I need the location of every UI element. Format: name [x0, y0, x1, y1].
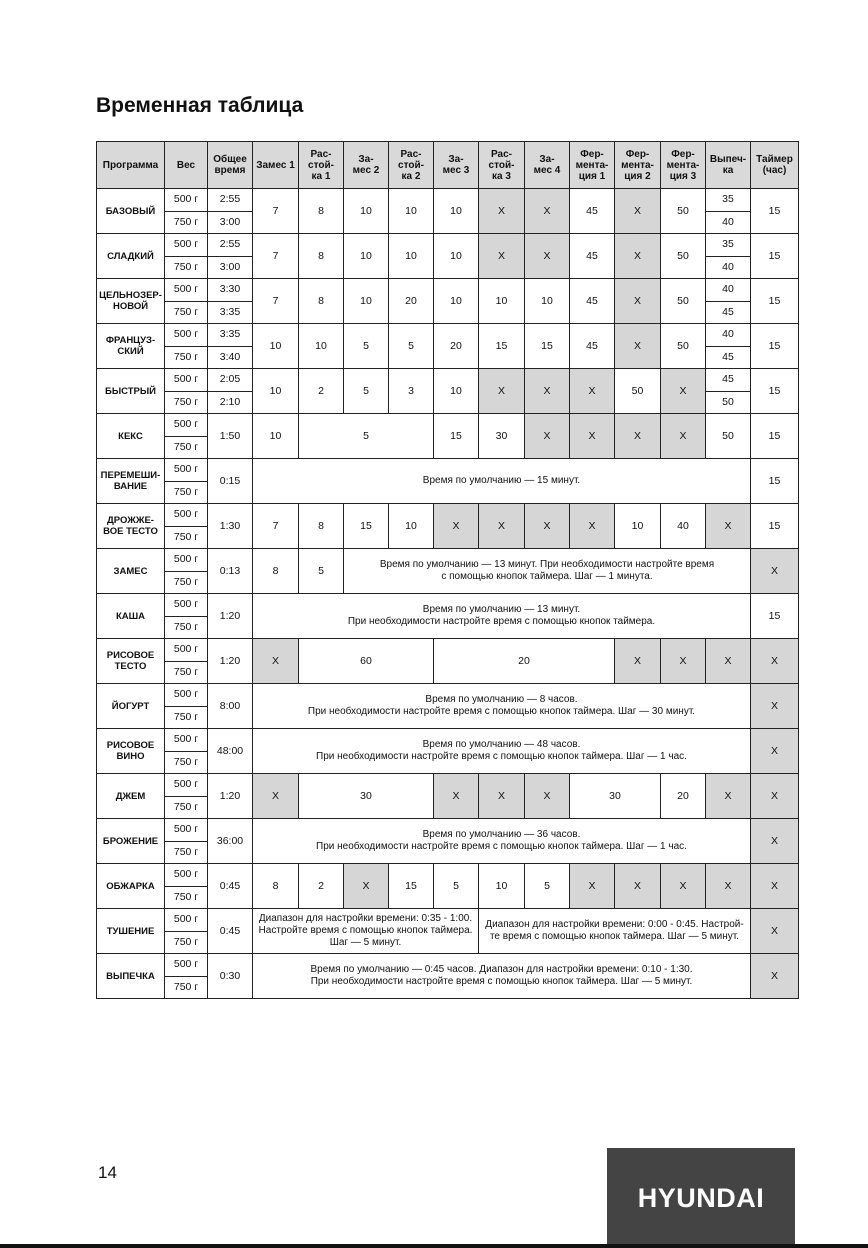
table-row	[97, 234, 799, 257]
cell: 8	[299, 189, 344, 234]
table-row	[97, 414, 799, 437]
cell: 8	[253, 549, 299, 594]
note-line: Время по умолчанию — 13 минут.	[422, 604, 581, 615]
cell: 30	[299, 774, 434, 819]
cell: 10	[389, 234, 434, 279]
weight-cell: 750 г	[165, 346, 208, 369]
cell: X	[751, 909, 799, 954]
cell: X	[570, 414, 615, 459]
cell: 10	[434, 369, 479, 414]
program-name: БАЗОВЫЙ	[97, 189, 165, 234]
cell: 40	[706, 256, 751, 279]
note-cell	[253, 729, 751, 774]
program-name: ЗАМЕС	[97, 549, 165, 594]
cell: 5	[344, 369, 389, 414]
cell: X	[751, 864, 799, 909]
cell: 3	[389, 369, 434, 414]
program-name: БРОЖЕНИЕ	[97, 819, 165, 864]
cell: 10	[389, 189, 434, 234]
program-name: ОБЖАРКА	[97, 864, 165, 909]
table-row	[97, 909, 799, 932]
total-time: 1:20	[208, 639, 253, 684]
cell: 7	[253, 279, 299, 324]
cell: 10	[525, 279, 570, 324]
program-name: РИСОВОЕ ТЕСТО	[97, 639, 165, 684]
note-cell	[253, 909, 479, 954]
cell: 45	[570, 279, 615, 324]
cell: 45	[570, 234, 615, 279]
cell: X	[615, 324, 661, 369]
header-cell: Выпеч- ка	[706, 142, 751, 189]
time-table	[96, 141, 799, 999]
cell: 45	[706, 369, 751, 392]
weight-cell: 750 г	[165, 436, 208, 459]
cell: 20	[434, 639, 615, 684]
program-name: ПЕРЕМЕШИ- ВАНИЕ	[97, 459, 165, 504]
header-cell: Вес	[165, 142, 208, 189]
cell: 5	[434, 864, 479, 909]
cell: 20	[434, 324, 479, 369]
header-cell: Общее время	[208, 142, 253, 189]
cell: 5	[299, 414, 434, 459]
note-cell: Время по умолчанию — 15 минут.	[253, 459, 751, 504]
cell: X	[615, 639, 661, 684]
program-name: КЕКС	[97, 414, 165, 459]
cell: X	[253, 639, 299, 684]
cell: 10	[434, 189, 479, 234]
cell: X	[570, 369, 615, 414]
total-time: 1:50	[208, 414, 253, 459]
cell: 15	[751, 279, 799, 324]
note-line: Шаг — 5 минут.	[329, 937, 402, 948]
header-cell: Рас- стой- ка 1	[299, 142, 344, 189]
note-line: При необходимости настройте время с помощью кнопок таймера. Шаг — 5 минут.	[310, 976, 693, 987]
cell: X	[570, 504, 615, 549]
cell: 10	[434, 234, 479, 279]
cell: 2	[299, 864, 344, 909]
table-row	[97, 594, 799, 617]
cell: X	[661, 414, 706, 459]
cell: 5	[525, 864, 570, 909]
table-row	[97, 819, 799, 842]
weight-cell: 750 г	[165, 211, 208, 234]
table-row	[97, 864, 799, 887]
cell: 15	[751, 324, 799, 369]
weight-cell: 500 г	[165, 459, 208, 482]
total-time: 3:00	[208, 256, 253, 279]
total-time: 1:20	[208, 774, 253, 819]
page-number: 14	[98, 1163, 117, 1182]
cell: X	[479, 504, 525, 549]
table-row	[97, 279, 799, 302]
header-cell: За- мес 2	[344, 142, 389, 189]
cell: 8	[299, 234, 344, 279]
weight-cell: 500 г	[165, 819, 208, 842]
weight-cell: 500 г	[165, 504, 208, 527]
cell: 15	[751, 189, 799, 234]
cell: 45	[706, 346, 751, 369]
note-cell	[253, 684, 751, 729]
cell: X	[615, 234, 661, 279]
cell: X	[615, 414, 661, 459]
cell: X	[525, 189, 570, 234]
header-cell: Рас- стой- ка 2	[389, 142, 434, 189]
cell: X	[525, 369, 570, 414]
header-cell: Фер- мента- ция 2	[615, 142, 661, 189]
cell: 10	[479, 864, 525, 909]
cell: 10	[344, 279, 389, 324]
note-line: При необходимости настройте время с помощью кнопок таймера. Шаг — 1 час.	[316, 841, 687, 852]
note-line: Диапазон для настройки времени: 0:35 - 1:00.	[258, 913, 473, 924]
weight-cell: 500 г	[165, 954, 208, 977]
total-time: 2:55	[208, 189, 253, 212]
weight-cell: 750 г	[165, 301, 208, 324]
cell: 15	[751, 594, 799, 639]
total-time: 2:10	[208, 391, 253, 414]
cell: X	[434, 504, 479, 549]
weight-cell: 750 г	[165, 796, 208, 819]
bottom-divider	[0, 1244, 868, 1248]
cell: 10	[344, 189, 389, 234]
brand-logo: HYUNDAI	[607, 1148, 795, 1248]
program-name: ДЖЕМ	[97, 774, 165, 819]
note-cell	[253, 819, 751, 864]
cell: 10	[389, 504, 434, 549]
cell: 15	[751, 504, 799, 549]
note-line: Время по умолчанию — 8 часов.	[425, 694, 578, 705]
cell: 10	[253, 324, 299, 369]
header-cell: Фер- мента- ция 1	[570, 142, 615, 189]
cell: X	[479, 189, 525, 234]
program-name: ЦЕЛЬНОЗЕР- НОВОЙ	[97, 279, 165, 324]
total-time: 3:35	[208, 301, 253, 324]
program-name: БЫСТРЫЙ	[97, 369, 165, 414]
weight-cell: 750 г	[165, 886, 208, 909]
weight-cell: 500 г	[165, 909, 208, 932]
cell: X	[751, 684, 799, 729]
weight-cell: 750 г	[165, 256, 208, 279]
cell: 60	[299, 639, 434, 684]
cell: 50	[661, 324, 706, 369]
note-cell	[253, 594, 751, 639]
cell: X	[751, 639, 799, 684]
weight-cell: 750 г	[165, 931, 208, 954]
cell: 5	[299, 549, 344, 594]
cell: 15	[751, 369, 799, 414]
cell: 30	[570, 774, 661, 819]
header-cell: За- мес 3	[434, 142, 479, 189]
cell: X	[751, 774, 799, 819]
note-line: Время по умолчанию — 13 минут. При необходимости настройте время	[379, 559, 715, 570]
weight-cell: 500 г	[165, 234, 208, 257]
weight-cell: 500 г	[165, 594, 208, 617]
program-name: СЛАДКИЙ	[97, 234, 165, 279]
table-row	[97, 549, 799, 572]
total-time: 0:45	[208, 909, 253, 954]
cell: X	[525, 504, 570, 549]
table-row	[97, 774, 799, 797]
cell: 50	[706, 391, 751, 414]
table-row	[97, 504, 799, 527]
cell: X	[525, 774, 570, 819]
total-time: 3:00	[208, 211, 253, 234]
table-row	[97, 639, 799, 662]
table-row	[97, 369, 799, 392]
total-time: 1:30	[208, 504, 253, 549]
cell: X	[661, 369, 706, 414]
cell: X	[479, 234, 525, 279]
cell: 10	[299, 324, 344, 369]
weight-cell: 750 г	[165, 841, 208, 864]
cell: 45	[570, 189, 615, 234]
cell: 10	[253, 414, 299, 459]
note-line: При необходимости настройте время с помощью кнопок таймера.	[347, 616, 656, 627]
cell: 15	[751, 234, 799, 279]
weight-cell: 750 г	[165, 616, 208, 639]
weight-cell: 750 г	[165, 706, 208, 729]
weight-cell: 750 г	[165, 391, 208, 414]
cell: X	[751, 954, 799, 999]
note-cell	[344, 549, 751, 594]
note-line: Настройте время с помощью кнопок таймера.	[258, 925, 473, 936]
cell: 20	[389, 279, 434, 324]
cell: 50	[661, 234, 706, 279]
cell: 50	[615, 369, 661, 414]
total-time: 3:40	[208, 346, 253, 369]
cell: X	[344, 864, 389, 909]
program-name: ДРОЖЖЕ- ВОЕ ТЕСТО	[97, 504, 165, 549]
program-name: ТУШЕНИЕ	[97, 909, 165, 954]
note-line: При необходимости настройте время с помощью кнопок таймера. Шаг — 30 минут.	[307, 706, 696, 717]
table-row	[97, 459, 799, 482]
program-name: КАША	[97, 594, 165, 639]
cell: X	[479, 369, 525, 414]
total-time: 0:13	[208, 549, 253, 594]
cell: X	[751, 549, 799, 594]
cell: 15	[389, 864, 434, 909]
total-time: 0:45	[208, 864, 253, 909]
program-name: ВЫПЕЧКА	[97, 954, 165, 999]
program-name: ЙОГУРТ	[97, 684, 165, 729]
header-cell: За- мес 4	[525, 142, 570, 189]
program-name: ФРАНЦУЗ- СКИЙ	[97, 324, 165, 369]
total-time: 0:30	[208, 954, 253, 999]
header-cell: Таймер (час)	[751, 142, 799, 189]
table-row	[97, 684, 799, 707]
table-row	[97, 324, 799, 347]
cell: X	[615, 279, 661, 324]
cell: 45	[706, 301, 751, 324]
weight-cell: 500 г	[165, 369, 208, 392]
note-cell	[479, 909, 751, 954]
cell: 10	[344, 234, 389, 279]
cell: X	[615, 189, 661, 234]
cell: 15	[751, 459, 799, 504]
page-title: Временная таблица	[96, 94, 304, 117]
table-row	[97, 729, 799, 752]
cell: X	[706, 639, 751, 684]
total-time: 3:35	[208, 324, 253, 347]
cell: 50	[706, 414, 751, 459]
weight-cell: 500 г	[165, 549, 208, 572]
cell: X	[615, 864, 661, 909]
total-time: 36:00	[208, 819, 253, 864]
cell: X	[525, 414, 570, 459]
cell: X	[751, 819, 799, 864]
cell: 15	[525, 324, 570, 369]
cell: X	[706, 864, 751, 909]
note-line: При необходимости настройте время с помощью кнопок таймера. Шаг — 1 час.	[316, 751, 687, 762]
header-cell: Рас- стой- ка 3	[479, 142, 525, 189]
cell: 7	[253, 504, 299, 549]
cell: X	[751, 729, 799, 774]
cell: 7	[253, 189, 299, 234]
header-cell: Программа	[97, 142, 165, 189]
total-time: 2:05	[208, 369, 253, 392]
weight-cell: 500 г	[165, 279, 208, 302]
cell: 40	[706, 211, 751, 234]
note-line: Время по умолчанию — 0:45 часов. Диапазон для настройки времени: 0:10 - 1:30.	[310, 964, 693, 975]
note-cell	[253, 954, 751, 999]
cell: 40	[706, 324, 751, 347]
weight-cell: 750 г	[165, 661, 208, 684]
weight-cell: 500 г	[165, 639, 208, 662]
cell: 35	[706, 234, 751, 257]
total-time: 3:30	[208, 279, 253, 302]
total-time: 0:15	[208, 459, 253, 504]
total-time: 1:20	[208, 594, 253, 639]
cell: X	[706, 774, 751, 819]
cell: X	[661, 639, 706, 684]
weight-cell: 750 г	[165, 526, 208, 549]
header-cell: Замес 1	[253, 142, 299, 189]
note-line: с помощью кнопок таймера. Шаг — 1 минута.	[441, 571, 653, 582]
header-cell: Фер- мента- ция 3	[661, 142, 706, 189]
weight-cell: 500 г	[165, 729, 208, 752]
weight-cell: 500 г	[165, 864, 208, 887]
weight-cell: 750 г	[165, 481, 208, 504]
total-time: 2:55	[208, 234, 253, 257]
weight-cell: 750 г	[165, 751, 208, 774]
cell: 50	[661, 189, 706, 234]
cell: 5	[344, 324, 389, 369]
weight-cell: 500 г	[165, 414, 208, 437]
total-time: 48:00	[208, 729, 253, 774]
weight-cell: 750 г	[165, 976, 208, 999]
cell: 30	[479, 414, 525, 459]
cell: 10	[253, 369, 299, 414]
cell: X	[525, 234, 570, 279]
cell: X	[706, 504, 751, 549]
table-row	[97, 954, 799, 977]
cell: 10	[479, 279, 525, 324]
weight-cell: 750 г	[165, 571, 208, 594]
note-line: Время по умолчанию — 48 часов.	[422, 739, 581, 750]
weight-cell: 500 г	[165, 684, 208, 707]
table-row	[97, 189, 799, 212]
cell: 8	[299, 279, 344, 324]
cell: X	[661, 864, 706, 909]
weight-cell: 500 г	[165, 774, 208, 797]
cell: X	[570, 864, 615, 909]
program-name: РИСОВОЕ ВИНО	[97, 729, 165, 774]
weight-cell: 500 г	[165, 189, 208, 212]
cell: 8	[253, 864, 299, 909]
cell: 20	[661, 774, 706, 819]
cell: 10	[615, 504, 661, 549]
cell: 15	[434, 414, 479, 459]
cell: 50	[661, 279, 706, 324]
cell: 10	[434, 279, 479, 324]
total-time: 8:00	[208, 684, 253, 729]
note-line: Диапазон для настройки времени: 0:00 - 0:45. Настрой-	[485, 919, 744, 930]
cell: 35	[706, 189, 751, 212]
cell: 8	[299, 504, 344, 549]
header-row	[97, 142, 799, 189]
note-line: Время по умолчанию — 36 часов.	[422, 829, 581, 840]
cell: X	[253, 774, 299, 819]
cell: X	[479, 774, 525, 819]
cell: 7	[253, 234, 299, 279]
cell: 15	[751, 414, 799, 459]
note-line: те время с помощью кнопок таймера. Шаг — 5 минут.	[489, 931, 740, 942]
cell: 40	[661, 504, 706, 549]
cell: 40	[706, 279, 751, 302]
cell: 15	[479, 324, 525, 369]
weight-cell: 500 г	[165, 324, 208, 347]
cell: X	[434, 774, 479, 819]
cell: 5	[389, 324, 434, 369]
cell: 2	[299, 369, 344, 414]
cell: 45	[570, 324, 615, 369]
cell: 15	[344, 504, 389, 549]
